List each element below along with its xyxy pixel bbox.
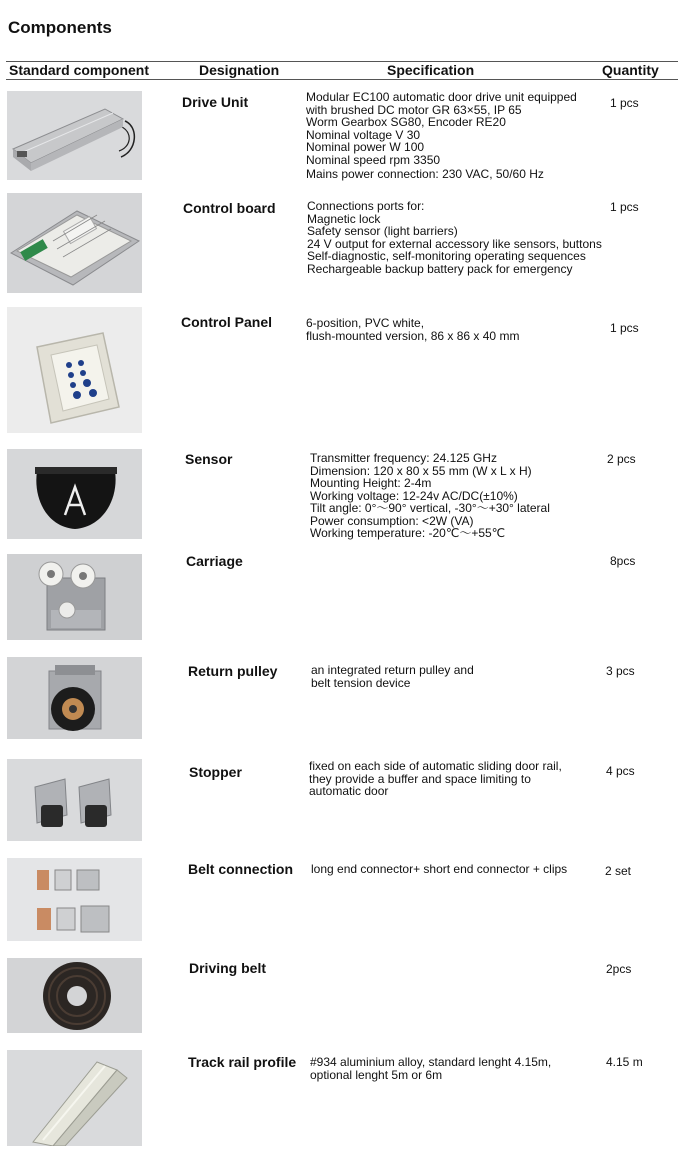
spec-text: 6-position, PVC white, flush-mounted version, 86 x 86 x 40 mm — [306, 316, 520, 343]
header-designation: Designation — [199, 62, 280, 78]
spec-text: long end connector+ short end connector + clips — [311, 862, 568, 876]
designation-label: Return pulley — [188, 663, 278, 679]
designation-label: Stopper — [189, 764, 242, 780]
quantity-value: 4.15 m — [606, 1055, 643, 1069]
designation-label: Belt connection — [188, 861, 294, 877]
driving-belt-photo — [7, 958, 142, 1033]
track-rail-profile-photo — [7, 1050, 142, 1146]
return-pulley-photo — [7, 657, 142, 739]
stopper-photo — [7, 759, 142, 841]
quantity-value: 1 pcs — [610, 321, 639, 335]
spec-text: fixed on each side of automatic sliding door rail, they provide a buffer and space limiting to automatic door — [309, 759, 562, 798]
header-standard-component: Standard component — [9, 62, 150, 78]
drive-unit-photo — [7, 91, 142, 180]
quantity-value: 4 pcs — [606, 764, 635, 778]
designation-label: Track rail profile — [188, 1054, 297, 1070]
spec-text: Connections ports for: Magnetic lock Safety sensor (light barriers) 24 V output for external accessory like sensors, buttons Self-diagnostic, self-monitoring operating sequences Rechargeable backup battery pack for emergency — [307, 199, 602, 276]
sensor-photo — [7, 449, 142, 539]
header-specification: Specification — [387, 62, 475, 78]
quantity-value: 3 pcs — [606, 664, 635, 678]
quantity-value: 2 pcs — [607, 452, 636, 466]
control-board-photo — [7, 193, 142, 293]
page-title: Components — [8, 18, 112, 37]
control-panel-photo — [7, 307, 142, 433]
quantity-value: 2pcs — [606, 962, 632, 976]
quantity-value: 8pcs — [610, 554, 636, 568]
spec-text: Modular EC100 automatic door drive unit equipped with brushed DC motor GR 63×55, IP 65 Worm Gearbox SG80, Encoder RE20 Nominal voltage V 30 Nominal power W 100 Nominal speed rpm 3350 Mains power connection: 230 VAC, 50/60 Hz — [306, 90, 577, 181]
quantity-value: 2 set — [605, 864, 632, 878]
designation-label: Carriage — [186, 553, 243, 569]
spec-text: #934 aluminium alloy, standard lenght 4.15m, optional lenght 5m or 6m — [310, 1055, 552, 1082]
designation-label: Control Panel — [181, 314, 273, 330]
header-bottom-rule — [6, 79, 678, 80]
spec-text: an integrated return pulley and belt tension device — [311, 663, 474, 690]
quantity-value: 1 pcs — [610, 96, 639, 110]
designation-label: Drive Unit — [182, 94, 249, 110]
designation-label: Driving belt — [189, 960, 267, 976]
spec-text: Transmitter frequency: 24.125 GHz Dimension: 120 x 80 x 55 mm (W x L x H) Mounting Height: 2-4m Working voltage: 12-24v AC/DC(±10%) Tilt angle: 0°～90° vertical, -30°～+30° lateral Power consumption: <2W (VA) Working temperature: -20℃～+55℃ — [310, 451, 550, 540]
designation-label: Sensor — [185, 451, 233, 467]
belt-connection-photo — [7, 858, 142, 941]
quantity-value: 1 pcs — [610, 200, 639, 214]
header-quantity: Quantity — [602, 62, 659, 78]
carriage-photo — [7, 554, 142, 640]
designation-label: Control board — [183, 200, 276, 216]
